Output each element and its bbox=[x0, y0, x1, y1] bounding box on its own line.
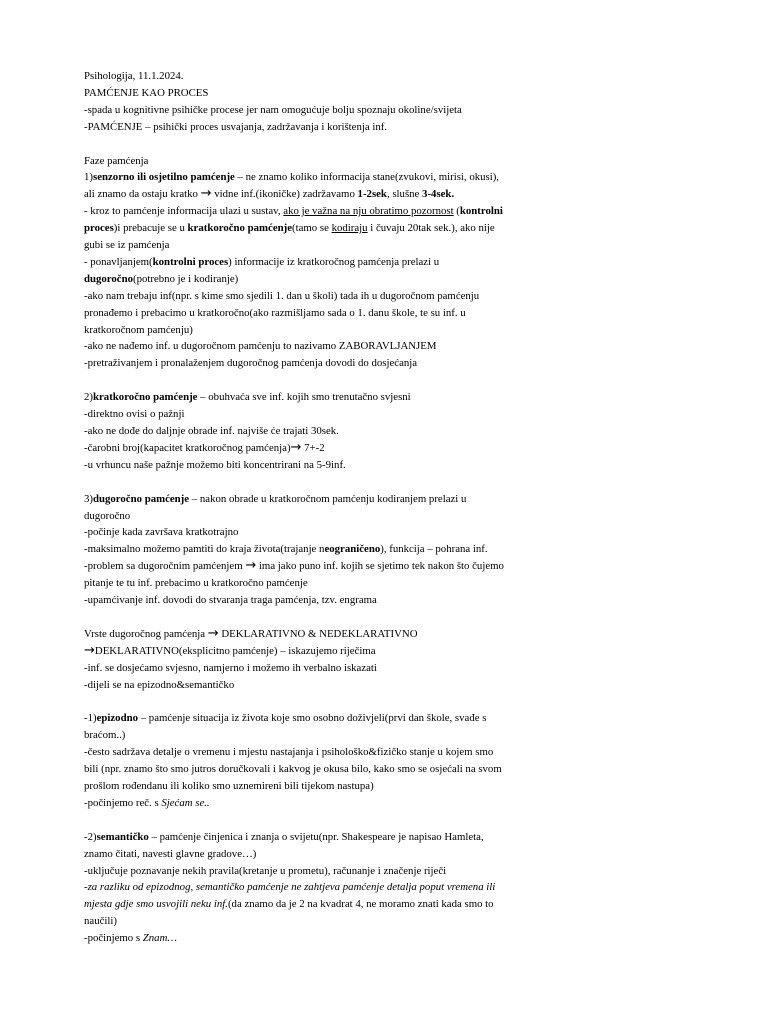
semanticko-line-3: mjesta gdje smo usvojili neku inf.(da znamo da je 2 na kvadrat 4, ne moramo znati kada smo to bbox=[84, 898, 494, 911]
kratkorocno-line-1: -direktno ovisi o pažnji bbox=[84, 408, 185, 421]
epizodno-heading: -1)epizodno – pamćenje situacija iz života koje smo osobno doživjeli(prvi dan škole, svađe s bbox=[84, 712, 487, 725]
senzorno-heading: 1)senzorno ili osjetilno pamćenje – ne znamo koliko informacija stane(zvukovi, mirisi, okusi), bbox=[84, 171, 500, 184]
arrow-icon: → bbox=[207, 625, 219, 641]
document-body bbox=[84, 68, 694, 947]
spacer bbox=[84, 372, 694, 389]
epizodno-line-2: bili (npr. znamo što smo jutros doručkovali i kakvog je okusa bilo, kako smo se osjećali na svom bbox=[84, 763, 502, 776]
senzorno-line-2: ali znamo da ostaju kratko → vidne inf.(ikoničke) zadržavamo 1-2sek, slušne 3-4sek. bbox=[84, 186, 455, 202]
faze-para-3-line-1: -ako nam trebaju inf(npr. s kime smo sjedili 1. dan u školi) tada ih u dugoročnom pamćenju bbox=[84, 289, 480, 302]
arrow-icon: → bbox=[290, 439, 302, 455]
spacer bbox=[84, 136, 694, 153]
semanticko-line-3-cont: naučili) bbox=[84, 915, 117, 928]
page-title: PAMĆENJE KAO PROCES bbox=[84, 86, 209, 99]
epizodno-line-1: -često sadržava detalje o vremenu i mjestu nastajanja i psihološko&fizičko stanje u kojem smo bbox=[84, 746, 494, 759]
kratkorocno-line-3: -čarobni broj(kapacitet kratkoročnog pamćenja)→ 7+-2 bbox=[84, 439, 325, 455]
faze-para-1-line-1: - kroz to pamćenje informacija ulazi u sustav, ako je važna na nju obratimo pozornost (kontrolni bbox=[84, 205, 503, 218]
vrste-line-4: -dijeli se na epizodno&semantičko bbox=[84, 678, 235, 691]
kratkorocno-heading: 2)kratkoročno pamćenje – obuhvaća sve inf. kojih smo trenutačno svjesni bbox=[84, 391, 411, 404]
dugorocno-line-4: -upamćivanje inf. dovodi do stvaranja traga pamćenja, tzv. engrama bbox=[84, 594, 377, 607]
epizodno-line-3: prošlom rođendanu ili koliko smo uznemireni bili tijekom nastupa) bbox=[84, 779, 374, 792]
semanticko-line-4: -počinjemo s Znam… bbox=[84, 932, 177, 945]
dugorocno-line-3: -problem sa dugoročnim pamćenjem → ima jako puno inf. kojih se sjetimo tek nakon što čujemo bbox=[84, 558, 504, 574]
epizodno-heading-cont: braćom..) bbox=[84, 729, 126, 742]
dugorocno-heading: 3)dugoročno pamćenje – nakon obrade u kratkoročnom pamćenju kodiranjem prelazi u bbox=[84, 492, 467, 505]
faze-para-4: -ako ne nađemo inf. u dugoročnom pamćenju to nazivamo ZABORAVLJANJEM bbox=[84, 340, 437, 353]
dugorocno-line-1: -počinje kada završava kratkotrajno bbox=[84, 526, 239, 539]
spacer bbox=[84, 693, 694, 710]
arrow-icon: → bbox=[84, 642, 95, 658]
spacer bbox=[84, 474, 694, 491]
faze-para-1-line-3: gubi se iz pamćenja bbox=[84, 239, 170, 252]
date-line: Psihologija, 11.1.2024. bbox=[84, 70, 184, 82]
faze-para-3-line-3: kratkoročnom pamćenju) bbox=[84, 323, 193, 336]
arrow-icon: → bbox=[245, 558, 257, 574]
arrow-icon: → bbox=[200, 186, 212, 202]
dugorocno-line-2: -maksimalno možemo pamtiti do kraja života(trajanje neograničeno), funkcija – pohrana inf. bbox=[84, 543, 488, 556]
dugorocno-line-3-cont: pitanje te tu inf. prebacimo u kratkoročno pamćenje bbox=[84, 577, 308, 590]
vrste-heading: Vrste dugoročnog pamćenja → DEKLARATIVNO & NEDEKLARATIVNO bbox=[84, 625, 418, 641]
dugorocno-heading-cont: dugoročno bbox=[84, 509, 131, 522]
kratkorocno-line-2: -ako ne dođe do daljnje obrade inf. najviše će trajati 30sek. bbox=[84, 425, 339, 437]
semanticko-line-2: -za razliku od epizodnog, semantičko pamćenje ne zahtjeva pamćenje detalja poput vremena ili bbox=[84, 881, 496, 894]
faze-para-1-line-2: proces)i prebacuje se u kratkoročno pamćenje(tamo se kodiraju i čuvaju 20tak sek.), ako nije bbox=[84, 222, 495, 235]
spacer bbox=[84, 609, 694, 626]
faze-para-2-line-1: - ponavljanjem(kontrolni proces) informacije iz kratkoročnog pamćenja prelazi u bbox=[84, 255, 440, 268]
vrste-line-2: →DEKLARATIVNO(eksplicitno pamćenje) – iskazujemo riječima bbox=[84, 642, 376, 658]
section-heading-faze: Faze pamćenja bbox=[84, 154, 149, 167]
semanticko-heading-cont: znamo čitati, navesti glavne gradove…) bbox=[84, 847, 257, 860]
epizodno-line-4: -počinjemo reč. s Sjećam se.. bbox=[84, 796, 210, 809]
spacer bbox=[84, 812, 694, 829]
semanticko-line-1: -uključuje poznavanje nekih pravila(kretanje u prometu), računanje i značenje riječi bbox=[84, 864, 447, 877]
vrste-line-3: -inf. se dosjećamo svjesno, namjerno i možemo ih verbalno iskazati bbox=[84, 661, 377, 674]
intro-line-1: -spada u kognitivne psihičke procese jer nam omogućuje bolju spoznaju okoline/svijeta bbox=[84, 103, 462, 116]
faze-para-2-line-2: dugoročno(potrebno je i kodiranje) bbox=[84, 272, 239, 285]
kratkorocno-line-4: -u vrhuncu naše pažnje možemo biti koncentrirani na 5-9inf. bbox=[84, 458, 346, 471]
semanticko-heading: -2)semantičko – pamćenje činjenica i znanja o svijetu(npr. Shakespeare je napisao Hamleta, bbox=[84, 830, 484, 843]
intro-line-2: -PAMĆENJE – psihički proces usvajanja, zadržavanja i korištenja inf. bbox=[84, 120, 388, 133]
faze-para-5: -pretraživanjem i pronalaženjem dugoročnog pamćenja dovodi do dosjećanja bbox=[84, 357, 418, 370]
faze-para-3-line-2: pronađemo i prebacimo u kratkoročno(ako razmišljamo sada o 1. danu škole, te su inf. u bbox=[84, 306, 466, 319]
